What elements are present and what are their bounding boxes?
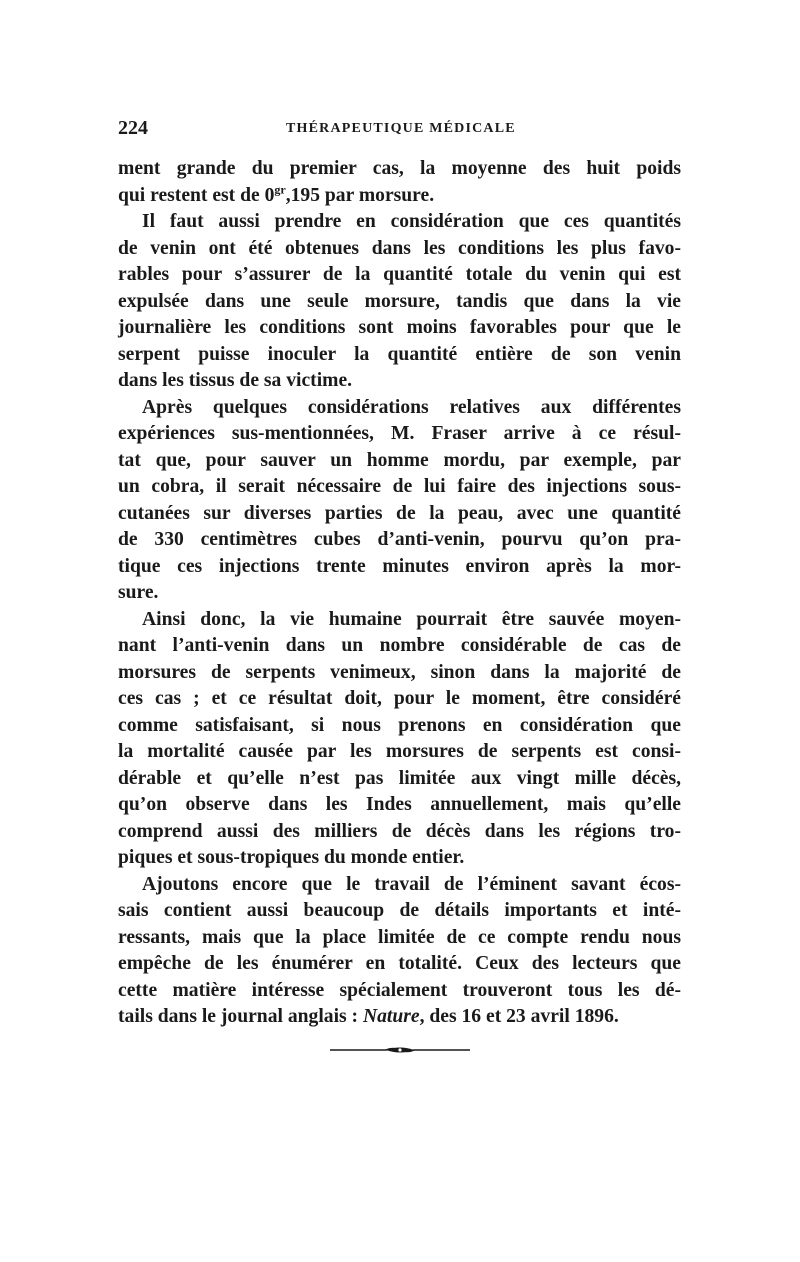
text-line: un cobra, il serait nécessaire de lui faire des injections sous- xyxy=(118,476,681,497)
text-line: sais contient aussi beaucoup de détails importants et inté- xyxy=(118,900,681,921)
text-fragment: ,195 par morsure. xyxy=(285,184,435,206)
end-of-article-rule-icon xyxy=(328,1046,472,1054)
text-line: rables pour s’assurer de la quantité totale du venin qui est xyxy=(118,264,681,285)
text-line: Ainsi donc, la vie humaine pourrait être sauvée moyen- xyxy=(142,608,681,630)
text-fragment: , des 16 et 23 avril 1896. xyxy=(419,1006,619,1027)
text-line xyxy=(118,183,681,210)
text-line: cutanées sur diverses parties de la peau, avec une quantité xyxy=(118,502,681,524)
text-line: expulsée dans une seule morsure, tandis que dans la vie xyxy=(118,290,681,312)
text-line: comprend aussi des milliers de décès dans les régions tro- xyxy=(118,820,681,842)
text-line: de 330 centimètres cubes d’anti-venin, pourvu qu’on pra- xyxy=(118,529,681,550)
text-line: tique ces injections trente minutes environ après la mor- xyxy=(118,555,681,577)
page-number: 224 xyxy=(118,117,148,139)
text-line: ment grande du premier cas, la moyenne des huit poids xyxy=(118,158,681,179)
text-line: empêche de les énumérer en totalité. Ceux des lecteurs que xyxy=(118,953,681,974)
text-fragment: qui restent est de 0 xyxy=(118,184,275,206)
text-line: ces cas ; et ce résultat doit, pour le moment, être considéré xyxy=(118,688,681,709)
text-line: ressants, mais que la place limitée de ce compte rendu nous xyxy=(118,926,681,948)
text-line: morsures de serpents venimeux, sinon dans la majorité de xyxy=(118,661,681,683)
text-line: piques et sous-tropiques du monde entier. xyxy=(118,847,465,868)
text-line: comme satisfaisant, si nous prenons en considération que xyxy=(118,714,681,736)
journal-title: Nature xyxy=(362,1006,420,1027)
text-line: Après quelques considérations relatives aux différentes xyxy=(142,396,681,418)
text-fragment: tails dans le journal anglais : xyxy=(118,1006,363,1027)
text-line: Ajoutons encore que le travail de l’éminent savant écos- xyxy=(142,873,681,895)
text-line: tat que, pour sauver un homme mordu, par exemple, par xyxy=(118,449,681,471)
text-line: la mortalité causée par les morsures de serpents est consi- xyxy=(118,741,681,762)
article-body xyxy=(118,156,681,1031)
text-line: journalière les conditions sont moins favorables pour que le xyxy=(118,317,681,338)
text-line: Il faut aussi prendre en considération que ces quantités xyxy=(142,211,681,232)
text-line: expériences sus-mentionnées, M. Fraser arrive à ce résul- xyxy=(118,423,681,444)
text-line: dans les tissus de sa victime. xyxy=(118,370,353,391)
text-line: cette matière intéresse spécialement trouveront tous les dé- xyxy=(118,979,681,1001)
text-line: nant l’anti-venin dans un nombre considérable de cas de xyxy=(118,635,681,656)
text-line: de venin ont été obtenues dans les conditions les plus favo- xyxy=(118,237,681,259)
text-line xyxy=(118,1004,681,1031)
text-line: dérable et qu’elle n’est pas limitée aux vingt mille décès, xyxy=(118,767,681,789)
text-line: sure. xyxy=(118,582,159,603)
text-line: serpent puisse inoculer la quantité entière de son venin xyxy=(118,343,681,365)
running-title: THÉRAPEUTIQUE MÉDICALE xyxy=(286,121,516,136)
unit-superscript: gr xyxy=(274,181,286,196)
text-line: qu’on observe dans les Indes annuellement, mais qu’elle xyxy=(118,794,681,815)
page-header xyxy=(118,116,680,140)
